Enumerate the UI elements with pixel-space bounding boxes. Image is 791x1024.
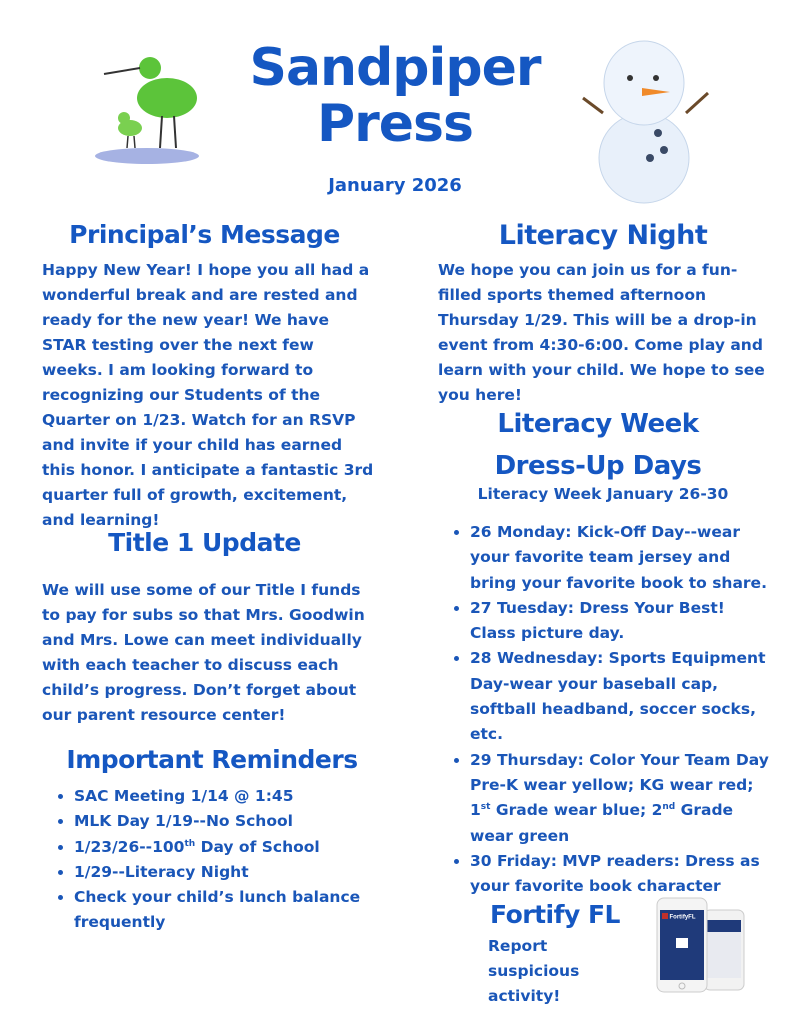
reminder-item [74,784,384,809]
superscript: nd [662,802,676,813]
reminder-text: 1/29--Literacy Night [74,862,249,881]
principal-body: Happy New Year! I hope you all had a wonderful break and are rested and ready for the new year! We have STAR testing over the next few weeks. I am looking forward to recognizing our Students of the Quarter on 1/23. Watch for an RSVP and invite if your child has earned this honor. I anticipate a fantastic 3rd quarter full of growth, excitement, and learning! [42,261,374,529]
reminders-heading: Important Reminders [66,745,358,774]
literacy-night-body: We hope you can join us for a fun-filled sports themed afternoon Thursday 1/29. This will be a drop-in event from 4:30-6:00. Come play and learn with your child. We hope to see you here! [438,261,765,404]
reminder-item [74,809,384,834]
fortify-body: Report suspicious activity! [488,937,580,1005]
day-text: 30 Friday: MVP readers: Dress as your favorite book character [470,851,760,896]
superscript: st [480,802,491,813]
title-line-2: Press [317,94,473,154]
title-line-1: Sandpiper [249,38,541,98]
dress-up-day-item [470,849,775,900]
dress-up-days-list [440,520,775,899]
literacy-week-heading [438,403,758,487]
superscript: th [184,838,196,849]
day-text: 26 Monday: Kick-Off Day--wear your favorite team jersey and bring your favorite book to share. [470,523,767,592]
day-text: 29 Thursday: Color Your Team Day Pre-K wear yellow; KG wear red; 1 [470,750,769,820]
fortify-heading: Fortify FL [490,900,620,929]
title1-body: We will use some of our Title I funds to pay for subs so that Mrs. Goodwin and Mrs. Lowe can meet individually with each teacher to discuss each child’s progress. Don’t forget about our parent resource center! [42,581,365,724]
snowman-illustration [578,28,713,206]
reminder-item [74,860,384,885]
reminder-text: Check your child’s lunch balance frequently [74,888,361,932]
heading-line-1: Literacy Week [497,409,699,439]
day-text: 28 Wednesday: Sports Equipment Day-wear your baseball cap, softball headband, soccer socks, etc. [470,649,766,744]
fortify-app-name: FortifyFL [669,914,696,921]
day-text: 27 Tuesday: Dress Your Best! Class picture day. [470,598,725,643]
reminder-item [74,885,384,936]
dress-up-day-item [470,596,775,647]
reminder-text: MLK Day 1/19--No School [74,812,293,831]
issue-date: January 2026 [328,175,462,196]
reminder-text: SAC Meeting 1/14 @ 1:45 [74,787,294,805]
dress-up-day-item [470,646,775,747]
newsletter-title [240,40,550,152]
fortify-app-phones-image [656,896,746,994]
reminder-text: 1/23/26--100 [74,837,185,856]
reminder-item [74,835,384,860]
literacy-night-heading: Literacy Night [498,220,708,251]
reminder-text-continued: Day of School [195,837,320,856]
dress-up-day-item [470,520,775,596]
reminders-list [44,784,384,936]
dress-up-day-item [470,748,775,849]
day-text: Grade wear green [470,801,734,845]
day-text: Grade wear blue; 2 [490,801,663,820]
title1-heading: Title 1 Update [108,528,301,557]
sandpiper-illustration [92,48,222,166]
principal-heading: Principal’s Message [69,220,340,249]
heading-line-2: Dress-Up Days [494,451,702,481]
literacy-week-subtitle: Literacy Week January 26-30 [477,485,729,503]
